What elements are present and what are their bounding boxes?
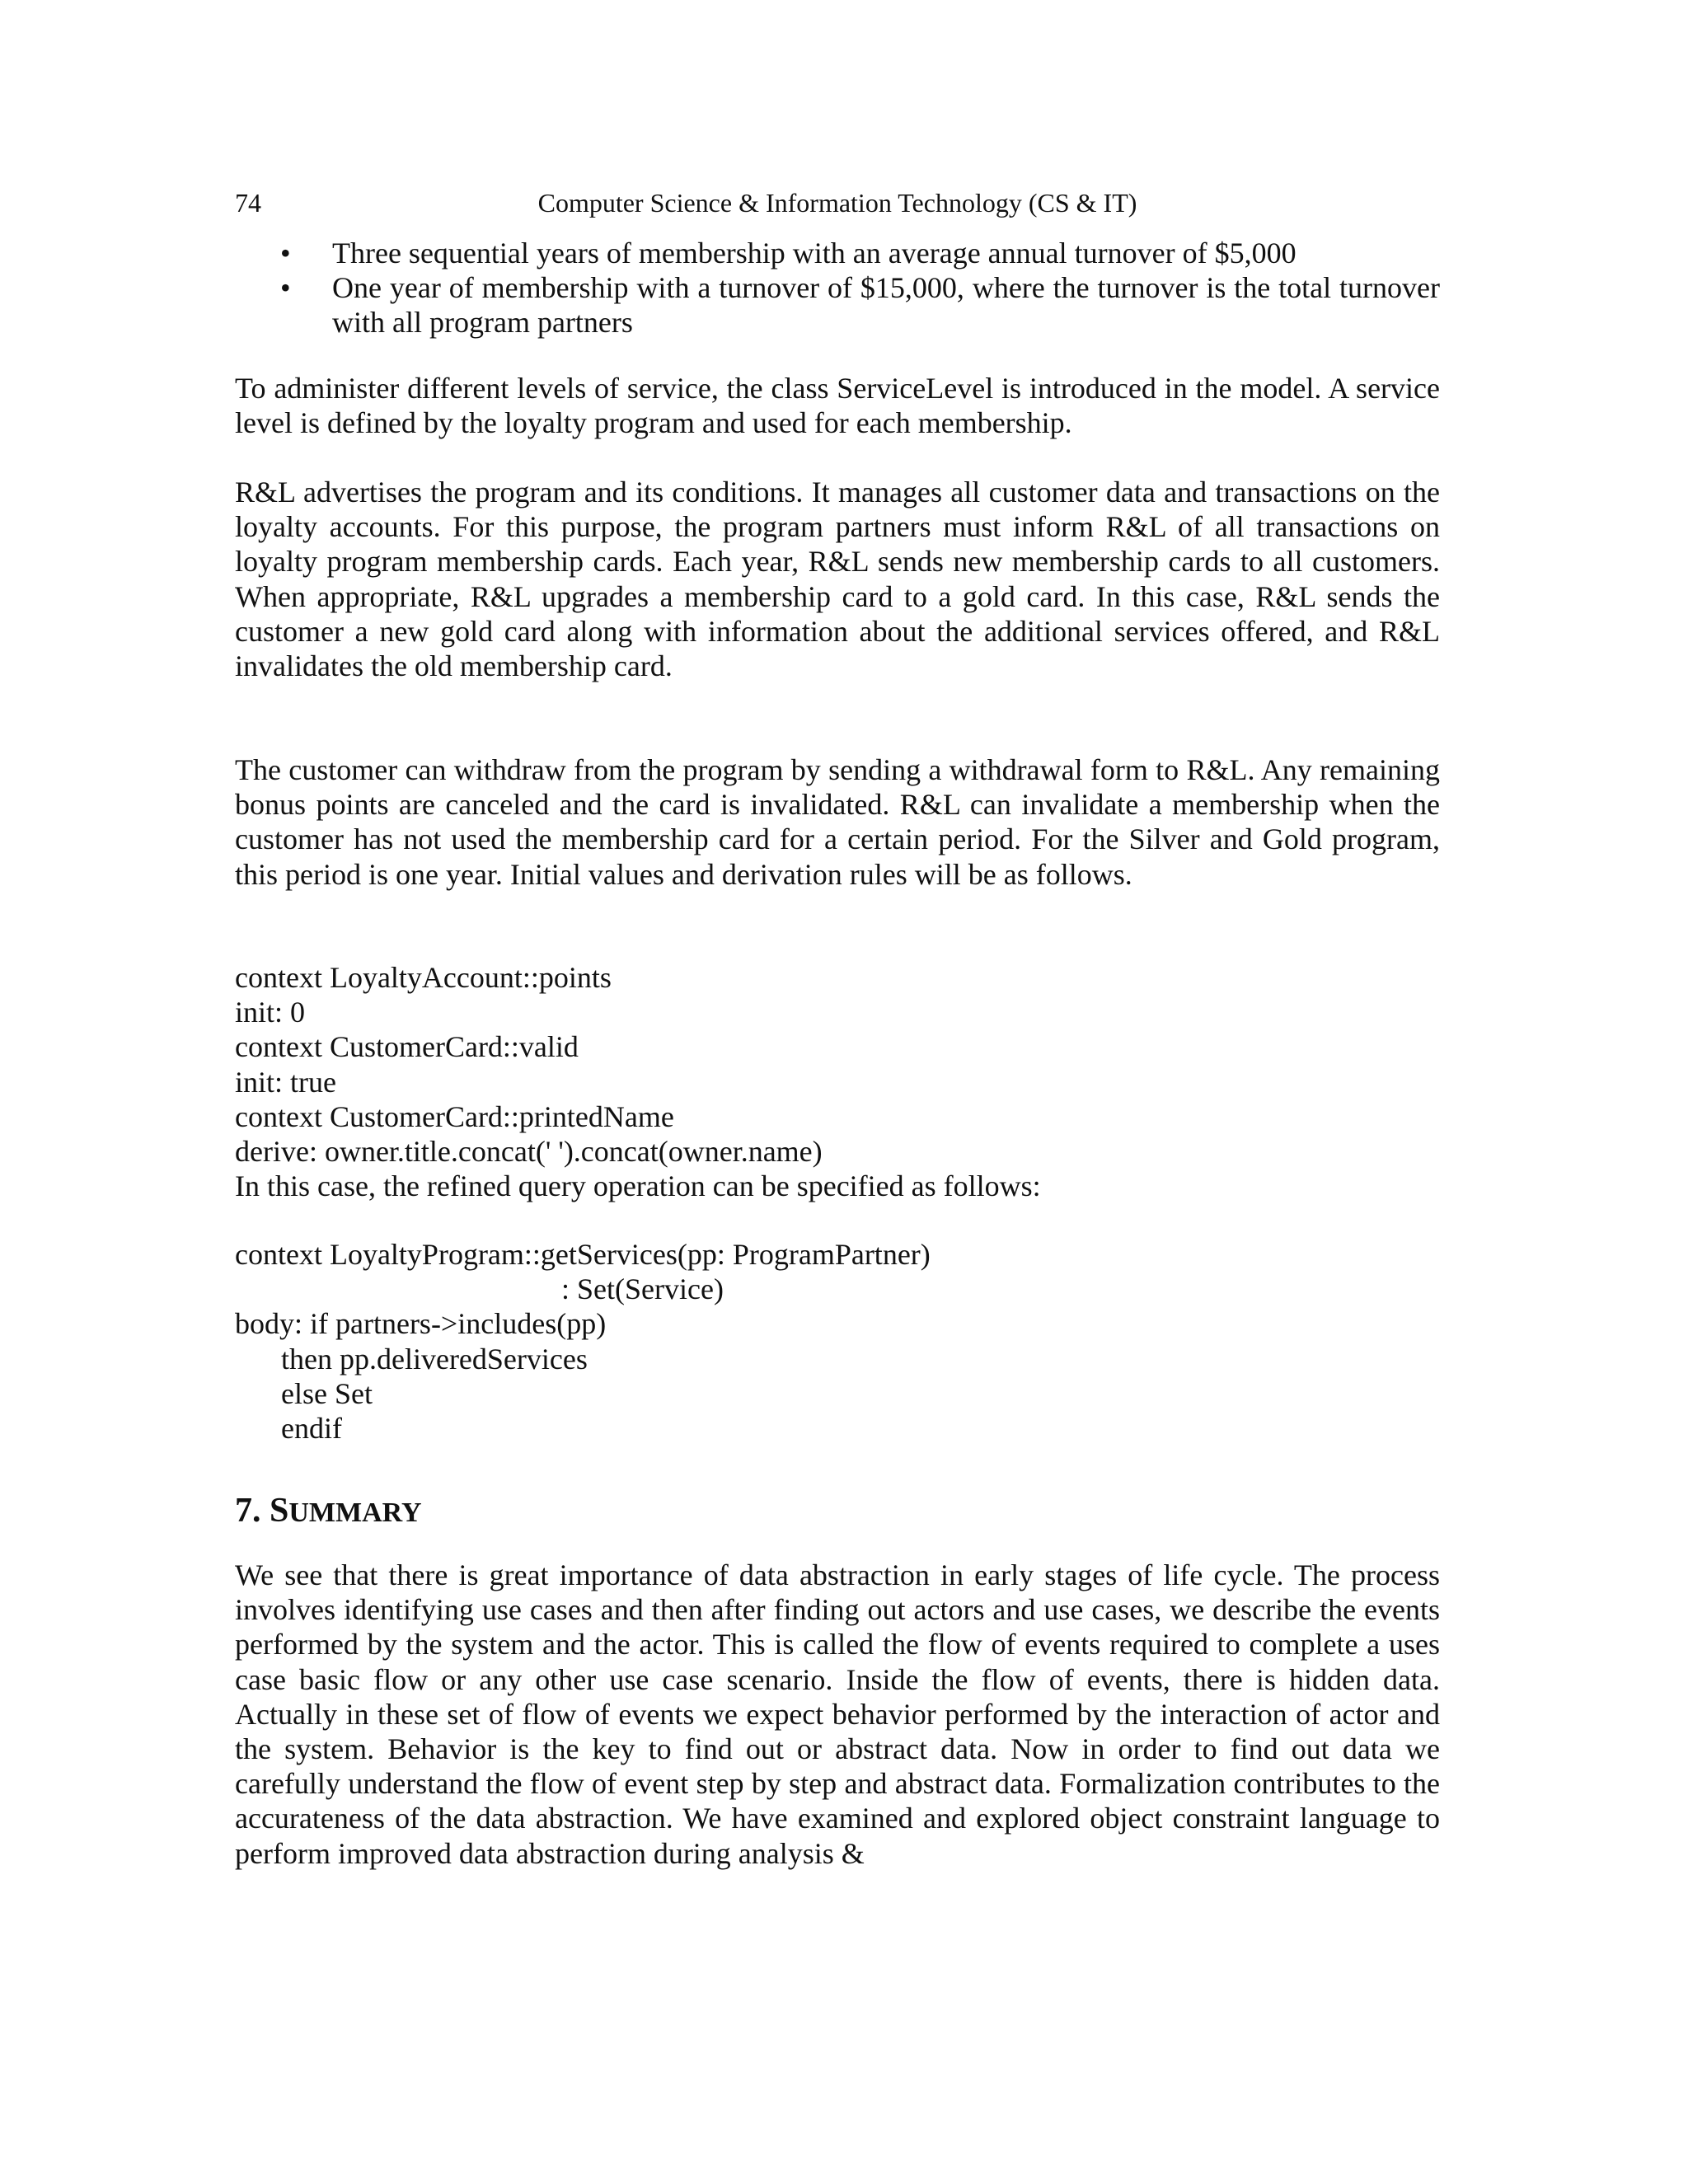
code-line: context LoyaltyProgram::getServices(pp: ProgramPartner) [235,1238,931,1271]
bullet-text: Three sequential years of membership with an average annual turnover of $5,000 [332,237,1296,269]
code-line: context LoyaltyAccount::points [235,961,612,994]
page-number: 74 [235,188,261,218]
section-heading-summary [235,1488,422,1536]
code-line: context CustomerCard::printedName [235,1099,674,1133]
code-line: then pp.deliveredServices [281,1342,588,1376]
bullet-marker: • [280,237,291,269]
paragraph-rl-advertises: R&L advertises the program and its conditions. It manages all customer data and transactions on the loyalty accounts. For this purpose, the program partners must inform R&L of all transactions on loyalty program membership cards. Each year, R&L sends new membership cards to all customers. When appropriate, R&L upgrades a membership card to a gold card. In this case, R&L sends the customer a new gold card along with information about the additional services offered, and R&L invalidates the old membership card. [235,476,1440,683]
ocl-query-operation [235,1237,1440,1446]
page-header [235,185,1440,221]
code-line: init: 0 [235,996,306,1029]
bullet-item [235,270,1440,340]
code-line: endif [281,1412,342,1446]
section-title-rest: UMMARY [288,1497,422,1528]
section-number: 7. [235,1492,270,1530]
code-line: else Set [281,1376,373,1410]
code-line: init: true [235,1065,336,1099]
section-title-initial: S [270,1492,289,1530]
paragraph-withdraw: The customer can withdraw from the program by sending a withdrawal form to R&L. Any remaining bonus points are canceled and the card is invalidated. R&L can invalidate a membership when the customer has not used the membership card for a certain period. For the Silver and Gold program, this period is one year. Initial values and derivation rules will be as follows. [235,753,1440,891]
ocl-definitions [235,960,1440,1203]
code-line: In this case, the refined query operation can be specified as follows: [235,1169,1041,1203]
paragraph-service-level: To administer different levels of service, the class ServiceLevel is introduced in the model. A service level is defined by the loyalty program and used for each membership. [235,372,1440,440]
paragraph-summary: We see that there is great importance of data abstraction in early stages of life cycle. The process involves identifying use cases and then after finding out actors and use cases, we describe the events performed by the system and the actor. This is called the flow of events required to complete a uses case basic flow or any other use case scenario. Inside the flow of events, there is hidden data. Actually in these set of flow of events we expect behavior performed by the interaction of actor and the system. Behavior is the key to find out or abstract data. Now in order to find out data we carefully understand the flow of event step by step and abstract data. Formalization contributes to the accurateness of the data abstraction. We have examined and explored object constraint language to perform improved data abstraction during analysis & [235,1558,1440,1870]
code-line: derive: owner.title.concat(' ').concat(owner.name) [235,1135,823,1169]
bullet-marker: • [280,271,291,305]
bullet-text: One year of membership with a turnover of $15,000, where the turnover is the total turnover with all program partners [332,271,1440,340]
code-line: body: if partners->includes(pp) [235,1307,607,1341]
bullet-item [235,236,1440,270]
code-line: : Set(Service) [561,1272,724,1306]
bullet-list [235,236,1440,340]
journal-title: Computer Science & Information Technology (CS & IT) [537,188,1137,218]
code-line: context CustomerCard::valid [235,1030,579,1064]
